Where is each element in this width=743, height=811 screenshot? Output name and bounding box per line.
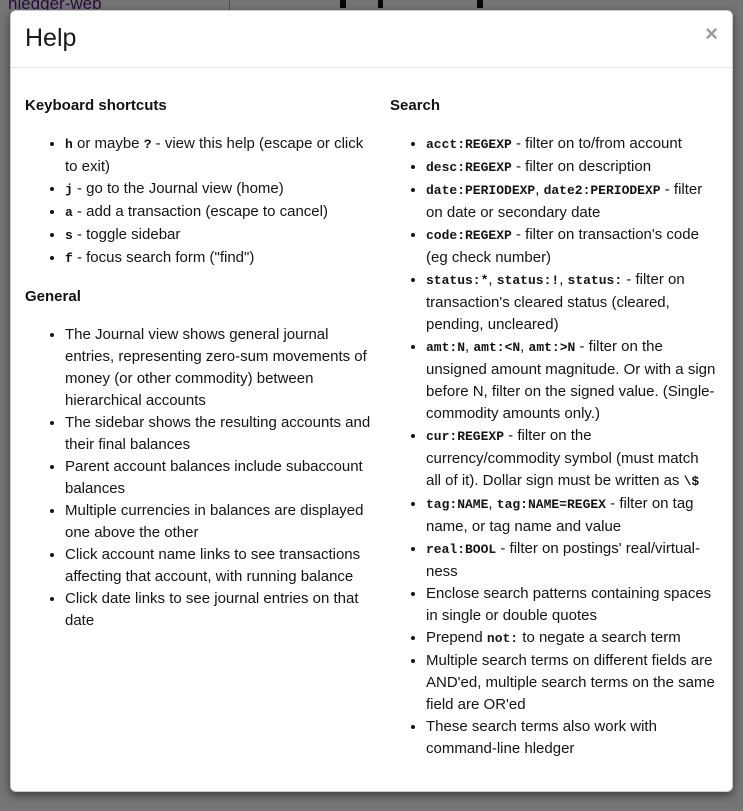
- code-term: f: [65, 251, 73, 266]
- help-list-item: • The sidebar shows the resulting accounts and their final balances: [65, 412, 376, 456]
- modal-body: [11, 68, 732, 791]
- code-term: cur:REGEXP: [426, 429, 505, 444]
- help-list-item: • The Journal view shows general journal entries, representing zero-sum movements of money (or other commodity) between hierarchical accounts: [65, 324, 376, 412]
- code-term: tag:NAME: [426, 497, 489, 512]
- general-heading: General: [25, 288, 81, 305]
- code-term: a: [65, 205, 73, 220]
- help-list-item: • Click account name links to see transactions affecting that account, with running balance: [65, 544, 376, 588]
- code-term: status:*: [426, 273, 489, 288]
- help-modal: [10, 10, 733, 792]
- help-list-item: • s - toggle sidebar: [65, 224, 376, 247]
- help-column-right: [390, 82, 717, 776]
- code-term: date:PERIODEXP: [426, 183, 536, 198]
- help-list-item: • f - focus search form ("find"): [65, 247, 376, 270]
- search-heading: Search: [390, 97, 441, 114]
- modal-title: Help: [25, 24, 77, 52]
- code-term: amt:<N: [473, 340, 521, 355]
- code-term: status:: [567, 273, 623, 288]
- code-term: tag:NAME=REGEX: [496, 497, 606, 512]
- code-term: desc:REGEXP: [426, 160, 512, 175]
- code-term: j: [65, 182, 73, 197]
- code-term: amt:>N: [528, 340, 576, 355]
- search-terms-list: [390, 133, 717, 760]
- help-list-item: • Click date links to see journal entries on that date: [65, 588, 376, 632]
- code-term: amt:N: [426, 340, 466, 355]
- help-list-item: • h or maybe ? - view this help (escape or click to exit): [65, 133, 376, 178]
- help-list-item: • status:*, status:!, status: - filter on transaction's cleared status (cleared, pending, uncleared): [426, 269, 717, 336]
- code-term: not:: [486, 631, 519, 646]
- modal-header: [11, 11, 732, 68]
- help-list-item: • Parent account balances include subaccount balances: [65, 456, 376, 500]
- help-list-item: • a - add a transaction (escape to cancel): [65, 201, 376, 224]
- close-icon[interactable]: ×: [705, 21, 718, 46]
- code-term: s: [65, 228, 73, 243]
- code-term: \$: [683, 474, 700, 489]
- help-list-item: • amt:N, amt:<N, amt:>N - filter on the unsigned amount magnitude. Or with a sign before N, filter on the signed value. (Single-commodity amounts only.): [426, 336, 717, 425]
- keyboard-shortcuts-list: [25, 133, 376, 270]
- help-list-item: • tag:NAME, tag:NAME=REGEX - filter on tag name, or tag name and value: [426, 493, 717, 538]
- code-term: real:BOOL: [426, 542, 497, 557]
- help-list-item: • Multiple search terms on different fields are AND'ed, multiple search terms on the same field are OR'ed: [426, 650, 717, 716]
- help-list-item: • real:BOOL - filter on postings' real/virtual-ness: [426, 538, 717, 583]
- help-column-left: [25, 82, 376, 648]
- help-list-item: • acct:REGEXP - filter on to/from account: [426, 133, 717, 156]
- code-term: ?: [143, 137, 152, 152]
- code-term: status:!: [496, 273, 560, 288]
- help-list-item: • date:PERIODEXP, date2:PERIODEXP - filter on date or secondary date: [426, 179, 717, 224]
- code-term: code:REGEXP: [426, 228, 512, 243]
- general-list: [25, 324, 376, 632]
- keyboard-shortcuts-heading: Keyboard shortcuts: [25, 97, 167, 114]
- help-list-item: • Multiple currencies in balances are displayed one above the other: [65, 500, 376, 544]
- code-term: acct:REGEXP: [426, 137, 512, 152]
- help-list-item: • code:REGEXP - filter on transaction's code (eg check number): [426, 224, 717, 269]
- code-term: date2:PERIODEXP: [543, 183, 661, 198]
- help-list-item: • cur:REGEXP - filter on the currency/commodity symbol (must match all of it). Dollar sign must be written as \$: [426, 425, 717, 493]
- help-list-item: • j - go to the Journal view (home): [65, 178, 376, 201]
- help-list-item: • desc:REGEXP - filter on description: [426, 156, 717, 179]
- help-list-item: • These search terms also work with command-line hledger: [426, 716, 717, 760]
- code-term: h: [65, 137, 73, 152]
- help-list-item: • Prepend not: to negate a search term: [426, 627, 717, 650]
- help-list-item: • Enclose search patterns containing spaces in single or double quotes: [426, 583, 717, 627]
